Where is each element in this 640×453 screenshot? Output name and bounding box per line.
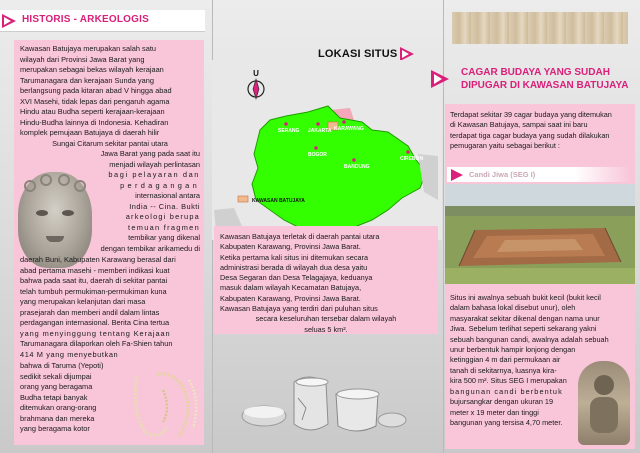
text-line: bujursangkar dengan ukuran 19 bbox=[450, 397, 554, 407]
text-line: meter x 19 meter dan tinggi bbox=[450, 407, 539, 417]
text-line: arkeologi berupa bbox=[125, 212, 200, 222]
text-line: Kawasan Batujaya terletak di daerah pantai utara bbox=[220, 232, 380, 241]
text-line: Kawasan Batujaya yang terdiri dari puluhan situs bbox=[220, 304, 378, 314]
legend-swatch bbox=[238, 196, 248, 202]
pottery-photo bbox=[236, 368, 408, 444]
text-line: wilayah dari Provinsi Jawa Barat yang bbox=[20, 54, 145, 64]
city-label: KARAWANG bbox=[334, 126, 364, 132]
cagar-budaya-title bbox=[461, 66, 628, 92]
text-line: merupakan sebagai bekas wilayah kerajaan bbox=[20, 65, 164, 75]
text-line: kira 500 m². Situs SEG I merupakan bbox=[450, 376, 567, 386]
lokasi-caption-panel bbox=[214, 226, 438, 334]
text-line: yang beragama kotor bbox=[20, 424, 90, 434]
stone-texture-strip bbox=[452, 12, 628, 44]
bead-necklace-photo bbox=[127, 370, 205, 442]
text-line: masuk dalam wilayah Kecamatan Batujaya, bbox=[220, 283, 362, 293]
text-line: dalam bahasa lokal disebut unur), oleh bbox=[450, 303, 576, 313]
text-line: Budha tetapi banyak bbox=[20, 392, 88, 402]
text-line: komplek pemujaan Batujaya di daerah hilir bbox=[20, 128, 160, 138]
arrow-bullet-icon bbox=[2, 14, 16, 28]
city-label: BOGOR bbox=[308, 152, 327, 158]
text-line: Jiwa. Sebelum terlihat seperti sekarang yakni bbox=[450, 324, 597, 334]
cagar-intro bbox=[450, 110, 630, 151]
text-line: pemugaran yaitu sebagai berikut : bbox=[450, 140, 560, 150]
lokasi-situs-title: LOKASI SITUS bbox=[318, 48, 398, 60]
lokasi-caption bbox=[220, 232, 432, 335]
candi-jiwa-label: Candi Jiwa (SEG I) bbox=[469, 170, 536, 179]
text-line: perdagangan bbox=[120, 180, 200, 190]
text-line: ditemukan orang-orang bbox=[20, 403, 97, 413]
text-line: Terdapat sekitar 39 cagar budaya yang ditemukan bbox=[450, 110, 612, 119]
title-line: CAGAR BUDAYA YANG SUDAH bbox=[461, 67, 610, 78]
text-line: yang menyinggung tentang Kerajaan bbox=[20, 328, 171, 338]
text-line: perdagangan internasional. Berita Cina tertua bbox=[20, 318, 170, 328]
text-line: XVI Masehi, tidak lepas dari pengaruh agama bbox=[20, 96, 170, 106]
candi-jiwa-label-bar bbox=[447, 167, 630, 182]
arrow-bullet-icon bbox=[400, 47, 414, 61]
historis-title: HISTORIS - ARKEOLOGIS bbox=[22, 14, 149, 25]
text-line: Desa Segaran dan Desa Telagajaya, keduanya bbox=[220, 273, 373, 283]
text-line: sebuah bangunan candi, awalnya adalah sebuah bbox=[450, 334, 609, 344]
text-line: Hindu atau Budha seperti kerajaan-kerajaan bbox=[20, 107, 165, 117]
city-label: JAKARTA bbox=[308, 128, 332, 134]
mask-curl bbox=[40, 174, 52, 186]
text-line: bahwa di Taruma (Yepoti) bbox=[20, 361, 104, 370]
text-line: berlangsung pada kitaran abad V hingga abad bbox=[20, 86, 172, 96]
historis-para-short bbox=[20, 361, 120, 435]
text-line: internasional antara bbox=[135, 191, 200, 201]
compass-north-label: U bbox=[253, 69, 259, 78]
west-java-map bbox=[212, 60, 442, 240]
text-line: brahmana dan mereka bbox=[20, 413, 95, 423]
text-line: Tarumanagara dan kerajaan Sunda yang bbox=[20, 75, 154, 85]
candi-jiwa-desc-full bbox=[450, 293, 630, 345]
text-line: bangunan candi berbentuk bbox=[450, 386, 563, 396]
text-line: dengan tembikar arikamedu di bbox=[100, 243, 200, 253]
mask-eye bbox=[36, 210, 48, 216]
city-label: CIREBON bbox=[400, 156, 424, 162]
text-line: tanah di sekitarnya, luasnya kira- bbox=[450, 365, 557, 375]
candi-jiwa-photo bbox=[445, 184, 635, 284]
stone-relief-photo bbox=[578, 361, 630, 445]
text-line: temuan fragmen bbox=[127, 222, 200, 232]
fold-line-2 bbox=[443, 0, 444, 453]
city-label: BANDUNG bbox=[344, 164, 370, 170]
text-line: telah tumbuh permukiman-permukiman kuna bbox=[20, 286, 167, 296]
text-line: seluas 5 km². bbox=[304, 324, 348, 334]
text-line: Sungai Citarum sekitar pantai utara bbox=[52, 138, 168, 148]
city-label: SERANG bbox=[278, 128, 300, 134]
text-line: administrasi berada di wilayah dua desa yaitu bbox=[220, 262, 368, 272]
text-line: Kabupaten Karawang, Provinsi Jawa Barat. bbox=[220, 293, 361, 303]
text-line: prasejarah dan memberi andil dalam lintas bbox=[20, 307, 160, 317]
legend-label: KAWASAN BATUJAYA bbox=[252, 198, 305, 204]
text-line: Ketika pertama kali situs ini ditemukan secara bbox=[220, 252, 369, 262]
text-line: bahwa pada saat itu, daerah di sekitar pantai bbox=[20, 276, 168, 286]
arrow-bullet-icon bbox=[451, 169, 463, 181]
text-line: masyarakat sekitar dikenal dengan nama unur bbox=[450, 313, 600, 323]
text-line: Tarumanagara dilaporkan oleh Fa-Shien tahun bbox=[20, 339, 173, 349]
text-line: Hindu-Budha lainnya di Indonesia. Kehadiran bbox=[20, 117, 169, 127]
text-line: terdapat tiga cagar budaya yang sudah dilakukan bbox=[450, 130, 610, 140]
text-line: unur berbentuk hampir lonjong dengan bbox=[450, 345, 576, 354]
mask-eye bbox=[62, 210, 74, 216]
historis-para-full bbox=[20, 44, 200, 149]
text-line: secara keseluruhan tersebar dalam wilayah bbox=[255, 314, 397, 324]
title-line: DIPUGAR DI KAWASAN BATUJAYA bbox=[461, 80, 629, 91]
historis-para-mid bbox=[20, 255, 200, 360]
text-line: Kabupaten Karawang, Provinsi Jawa Barat. bbox=[220, 242, 361, 252]
text-line: Situs ini awalnya sebuah bukit kecil (bukit kecil bbox=[450, 293, 601, 302]
historis-header-bar bbox=[0, 10, 205, 32]
text-line: Jawa Barat yang pada saat itu bbox=[100, 149, 200, 158]
mask-curl bbox=[24, 180, 36, 192]
text-line: bangunan yang tersisa 4,70 meter. bbox=[450, 418, 563, 428]
text-line: abad pertama masehi - memberi indikasi kuat bbox=[20, 265, 170, 275]
text-line: daerah Buni, Kabupaten Karawang berasal dari bbox=[20, 255, 176, 264]
text-line: tembikar yang dikenal bbox=[128, 233, 200, 243]
text-line: menjadi wilayah perlintasan bbox=[109, 159, 200, 169]
mask-curl bbox=[58, 174, 70, 186]
text-line: bagi pelayaran dan bbox=[108, 170, 200, 180]
text-line: yang merupakan kelanjutan dari masa bbox=[20, 297, 146, 307]
text-line: 414 M yang menyebutkan bbox=[20, 349, 119, 359]
text-line: India -- Cina. Bukti bbox=[129, 201, 200, 211]
text-line: Kawasan Batujaya merupakan salah satu bbox=[20, 44, 156, 53]
mask-curl bbox=[74, 180, 86, 192]
historis-para-right bbox=[92, 149, 200, 254]
text-line: ketinggian 4 m dari permukaan air bbox=[450, 355, 561, 365]
arrow-bullet-icon bbox=[431, 70, 449, 88]
text-line: di Kawasan Batujaya, sampai saat ini baru bbox=[450, 120, 588, 130]
text-line: orang yang beragama bbox=[20, 382, 93, 392]
text-line: sedikit sekali dijumpai bbox=[20, 371, 92, 381]
candi-jiwa-desc-narrow bbox=[450, 345, 576, 429]
